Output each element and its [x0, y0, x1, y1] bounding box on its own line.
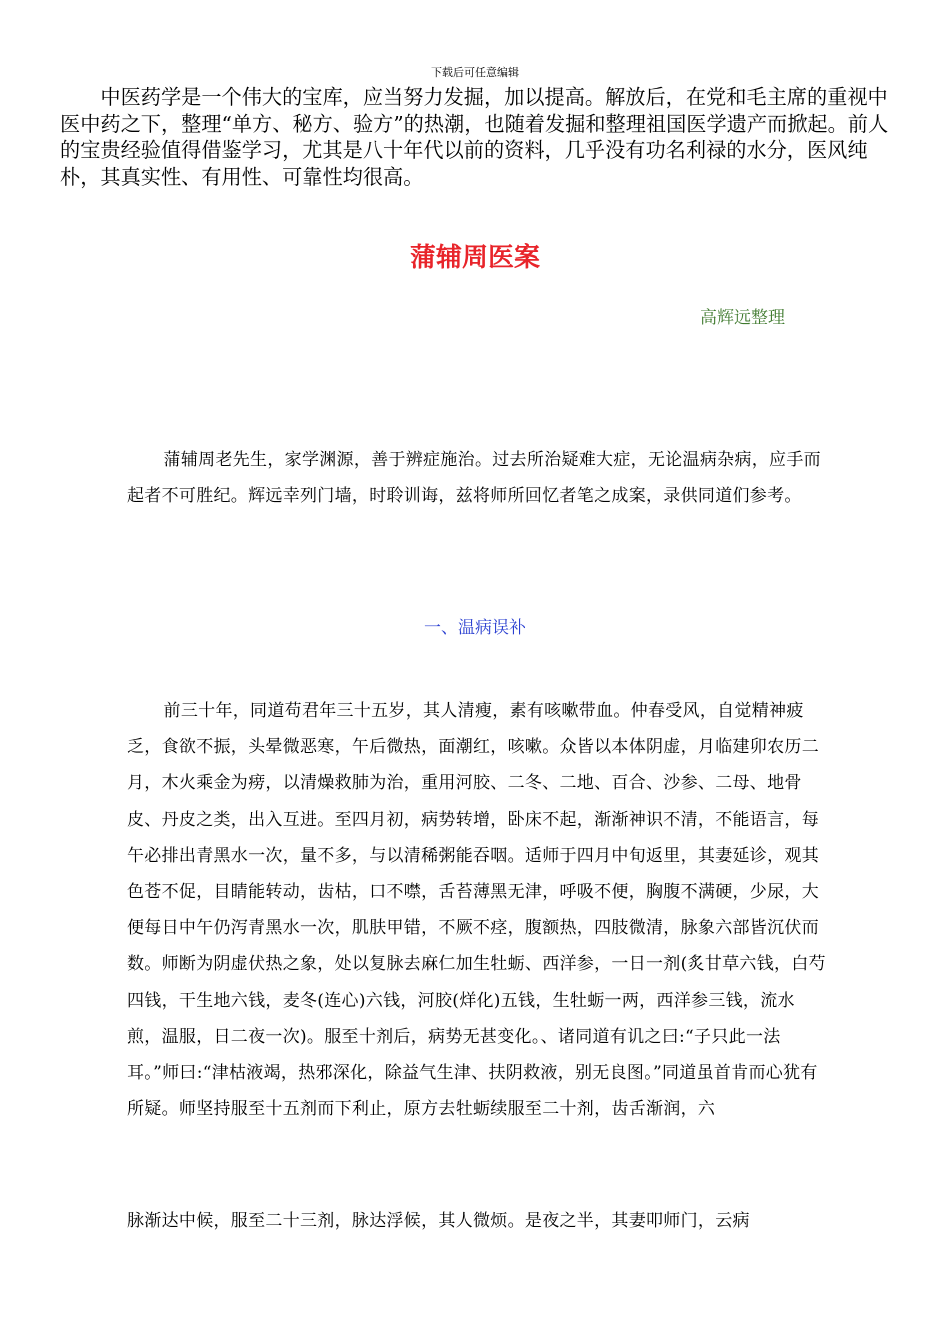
- editor-credit: 高辉远整理: [700, 308, 785, 328]
- section-title: 一、温病误补: [424, 618, 526, 638]
- preface-paragraph: 蒲辅周老先生，家学渊源，善于辨症施治。过去所治疑难大症，无论温病杂病，应手而起者不可胜纪。辉远幸列门墙，时聆训诲，兹将师所回忆者笔之成案，录供同道们参考。: [127, 450, 821, 507]
- document-title: 蒲辅周医案: [409, 243, 540, 273]
- intro-paragraph: 中医药学是一个伟大的宝库，应当努力发掘，加以提高。解放后，在党和毛主席的重视中医中药之下，整理“单方、秘方、验方”的热潮，也随着发掘和整理祖国医学遗产而掀起。前人的宝贵经验值得借鉴学习，尤其是八十年代以前的资料，几乎没有功名利禄的水分，医风纯朴，其真实性、有用性、可靠性均很高。: [60, 85, 889, 189]
- header-note: 下载后可任意编辑: [431, 66, 519, 79]
- case-paragraph-continued: 脉渐达中候，服至二十三剂，脉达浮候，其人微烦。是夜之半，其妻叩师门，云病: [127, 1211, 750, 1231]
- case-paragraph: 前三十年，同道苟君年三十五岁，其人清瘦，素有咳嗽带血。仲春受风，自觉精神疲乏，食欲不振，头晕微恶寒，午后微热，面潮红，咳嗽。众皆以本体阴虚，月临建卯农历二月，木火乘金为痨，以清燥救肺为治，重用河胶、二冬、二地、百合、沙参、二母、地骨皮、丹皮之类，出入互进。至四月初，病势转增，卧床不起，渐渐神识不清，不能语言，每午必排出青黑水一次，量不多，与以清稀粥能吞咽。适师于四月中旬返里，其妻延诊，观其色苍不促，目睛能转动，齿枯，口不噤，舌苔薄黑无津，呼吸不便，胸腹不满硬，少尿，大便每日中午仍泻青黑水一次，肌肤甲错，不厥不痉，腹额热，四肢微清，脉象六部皆沉伏而数。师断为阴虚伏热之象，处以复脉去麻仁加生牡蛎、西洋参，一日一剂(炙甘草六钱，白芍四钱，干生地六钱，麦冬(连心)六钱，河胶(烊化)五钱，生牡蛎一两，西洋参三钱，流水煎，温服，日二夜一次)。服至十剂后，病势无甚变化。、诸同道有讥之曰:“子只此一法耳。”师曰:“津枯液竭，热邪深化，除益气生津、扶阴救液，别无良图。”同道虽首肯而心犹有所疑。师坚持服至十五剂而下利止，原方去牡蛎续服至二十剂，齿舌渐润，六: [127, 701, 826, 1120]
